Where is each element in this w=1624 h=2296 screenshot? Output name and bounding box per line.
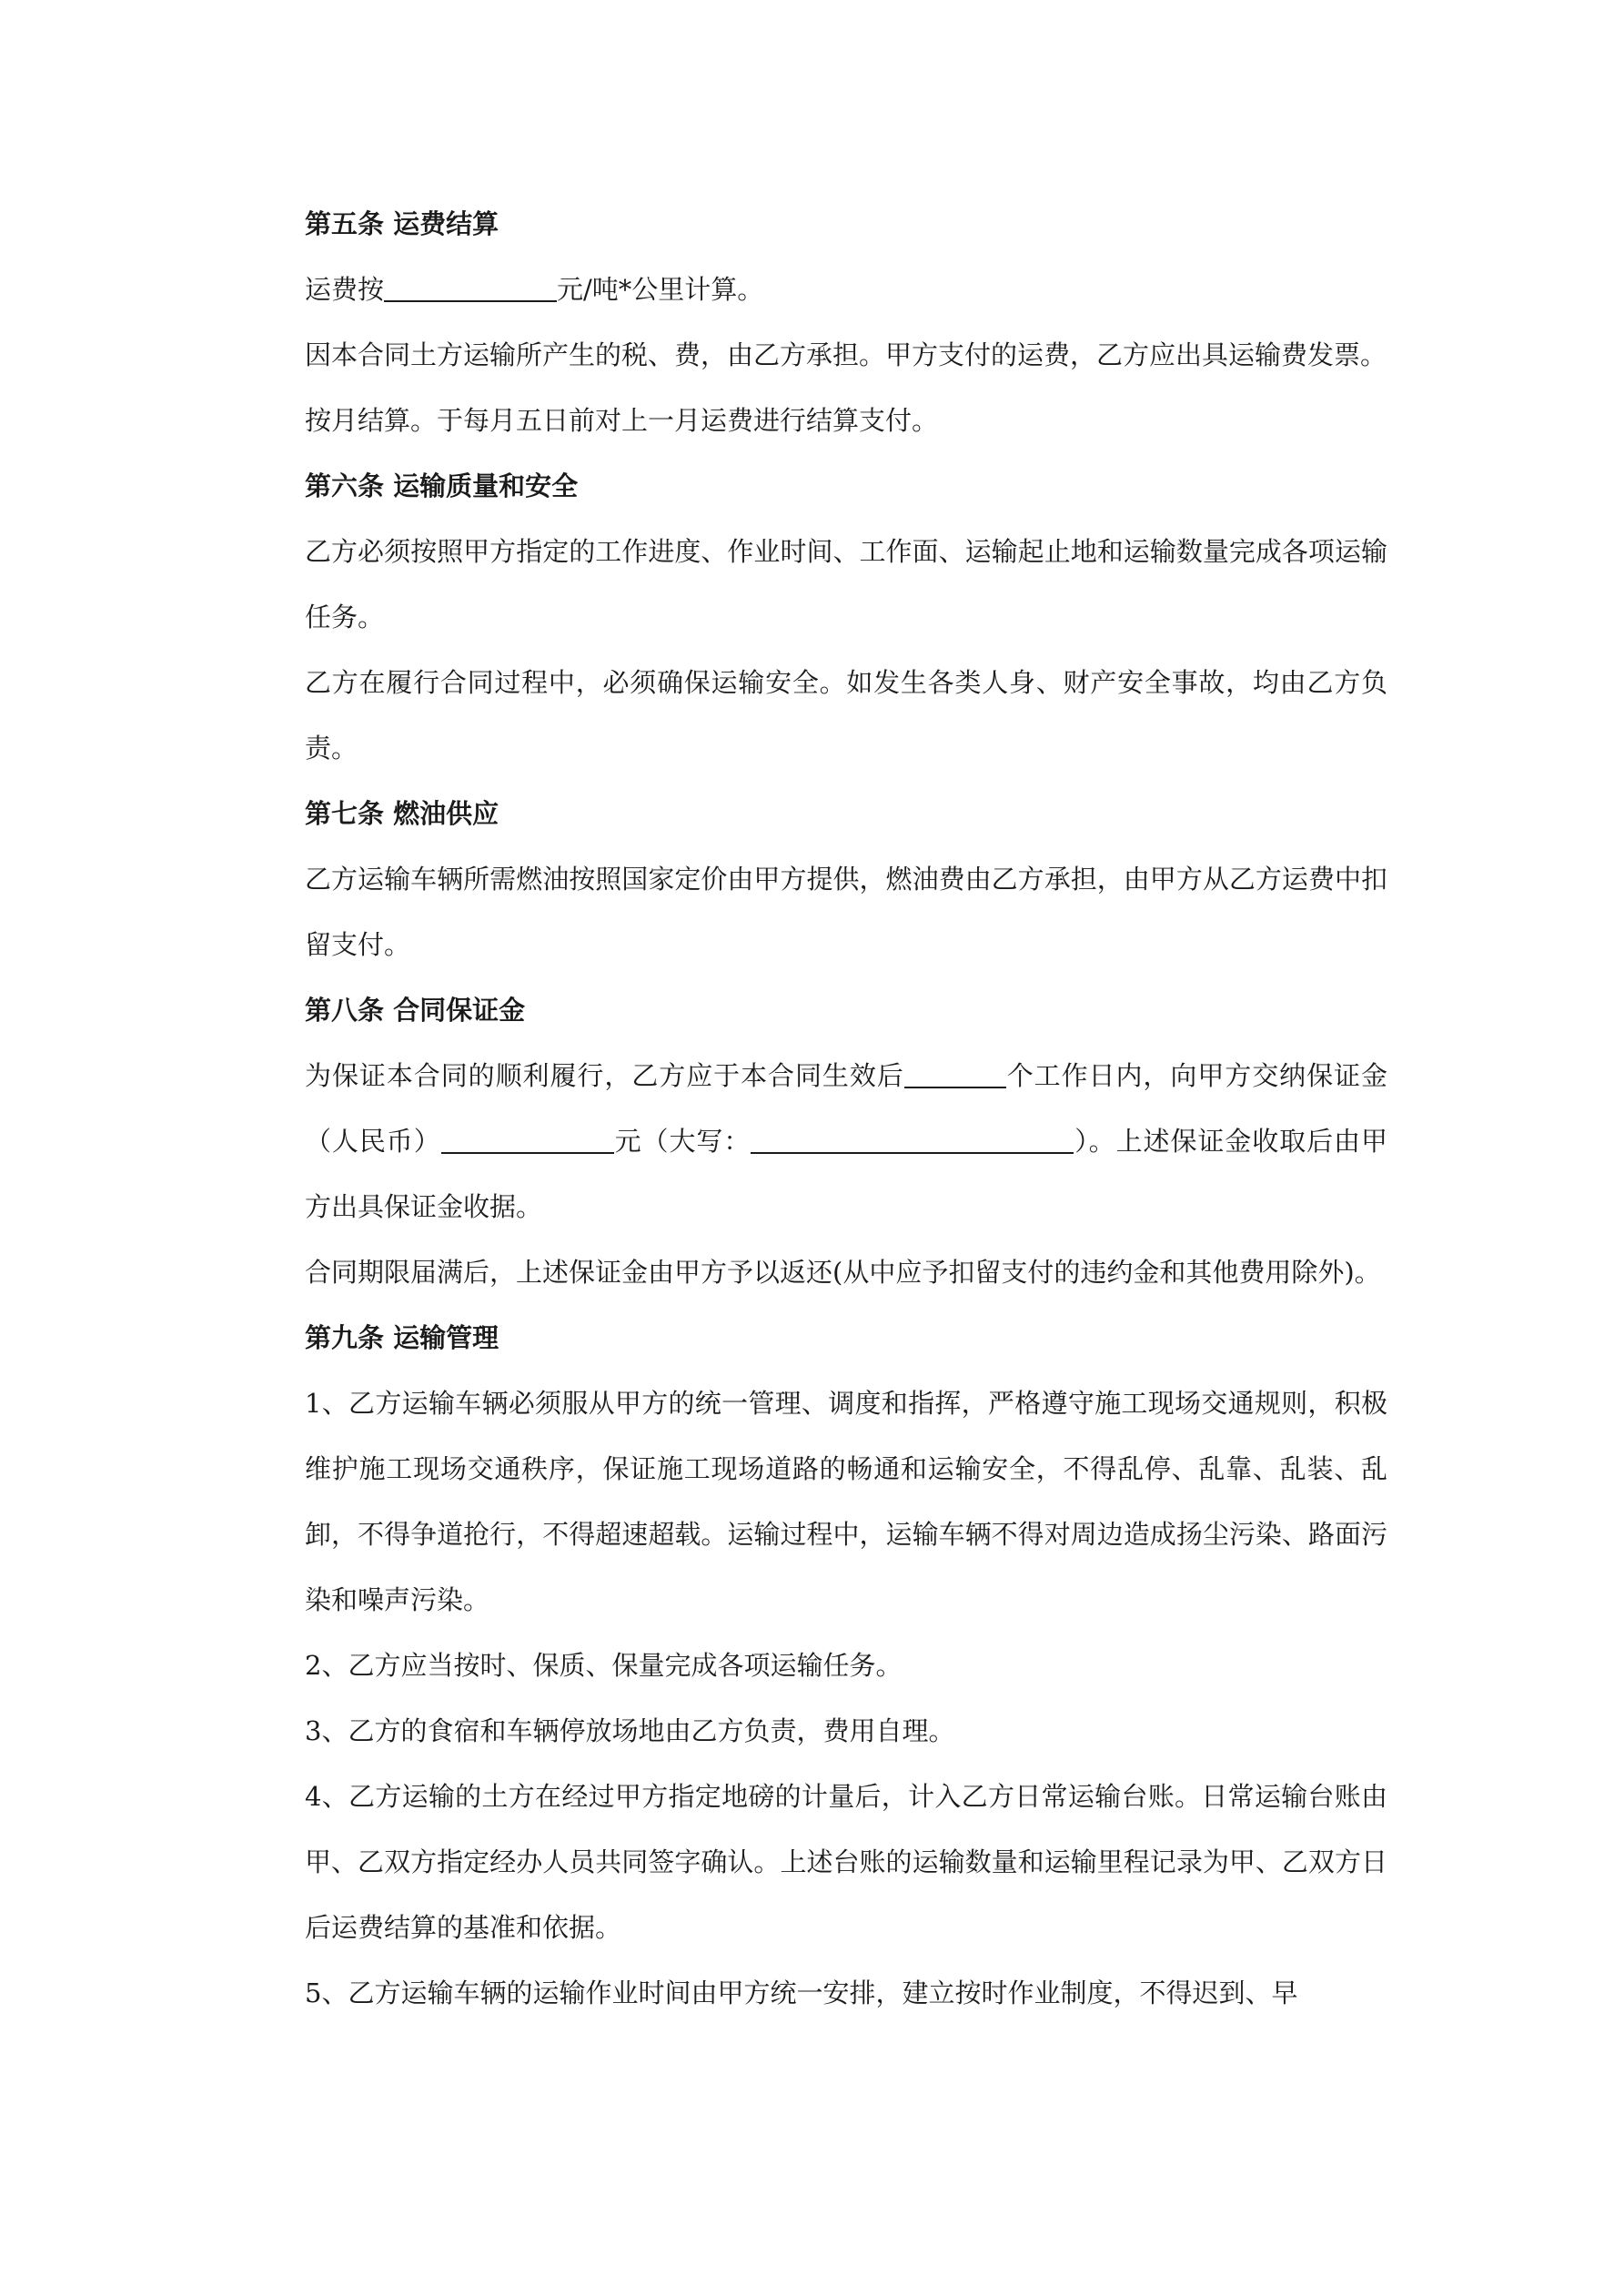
deposit-text-1: 为保证本合同的顺利履行，乙方应于本合同生效后 [305, 1060, 904, 1091]
article-9-item-4: 4、乙方运输的土方在经过甲方指定地磅的计量后，计入乙方日常运输台账。日常运输台账由甲、乙双方指定经办人员共同签字确认。上述台账的运输数量和运输里程记录为甲、乙双方日后运费结算的基准和依据。 [305, 1781, 1387, 1943]
article-9-item-2: 2、乙方应当按时、保质、保量完成各项运输任务。 [305, 1650, 903, 1681]
article-6-para-1: 乙方必须按照甲方指定的工作进度、作业时间、工作面、运输起止地和运输数量完成各项运输任务。 [305, 536, 1387, 632]
article-9-item-1: 1、乙方运输车辆必须服从甲方的统一管理、调度和指挥，严格遵守施工现场交通规则，积极维护施工现场交通秩序，保证施工现场道路的畅通和运输安全，不得乱停、乱靠、乱装、乱卸，不得争道抢行，不得超速超载。运输过程中，运输车辆不得对周边造成扬尘污染、路面污染和噪声污染。 [305, 1388, 1387, 1615]
article-8-para-2: 合同期限届满后，上述保证金由甲方予以返还(从中应予扣留支付的违约金和其他费用除外)。 [305, 1257, 1381, 1288]
article-5-para-1 [305, 257, 1387, 322]
document-body [305, 202, 1387, 2037]
deposit-amount-blank [441, 1125, 614, 1154]
article-5-para-3: 按月结算。于每月五日前对上一月运费进行结算支付。 [305, 405, 939, 436]
article-7-para-1: 乙方运输车辆所需燃油按照国家定价由甲方提供，燃油费由乙方承担，由甲方从乙方运费中扣留支付。 [305, 864, 1387, 960]
deposit-text-4: ）。上述保证金收取后由甲方出具保证金收据。 [305, 1126, 1387, 1222]
freight-rate-blank [384, 273, 557, 302]
article-9-heading: 第九条 运输管理 [305, 1322, 499, 1353]
article-5-heading: 第五条 运费结算 [305, 208, 499, 239]
freight-rate-prefix: 运费按 [305, 274, 385, 305]
deposit-days-blank [904, 1059, 1006, 1088]
article-7-heading: 第七条 燃油供应 [305, 798, 499, 829]
article-6-para-2: 乙方在履行合同过程中，必须确保运输安全。如发生各类人身、财产安全事故，均由乙方负责。 [305, 667, 1387, 764]
article-5-para-2: 因本合同土方运输所产生的税、费，由乙方承担。甲方支付的运费，乙方应出具运输费发票。 [305, 339, 1387, 370]
deposit-text-2: 个工作日内，向甲方交纳保证金（人民币） [305, 1060, 1387, 1157]
article-6-heading: 第六条 运输质量和安全 [305, 470, 579, 501]
deposit-amount-words-blank [751, 1125, 1074, 1154]
article-9-item-5: 5、乙方运输车辆的运输作业时间由甲方统一安排，建立按时作业制度，不得迟到、早 [305, 1977, 1298, 2008]
article-8-heading: 第八条 合同保证金 [305, 995, 526, 1026]
deposit-text-3: 元（大写： [613, 1126, 751, 1157]
freight-rate-suffix: 元/吨*公里计算。 [557, 274, 764, 305]
article-9-item-3: 3、乙方的食宿和车辆停放场地由乙方负责，费用自理。 [305, 1715, 955, 1746]
article-8-para-1 [305, 1043, 1387, 1239]
